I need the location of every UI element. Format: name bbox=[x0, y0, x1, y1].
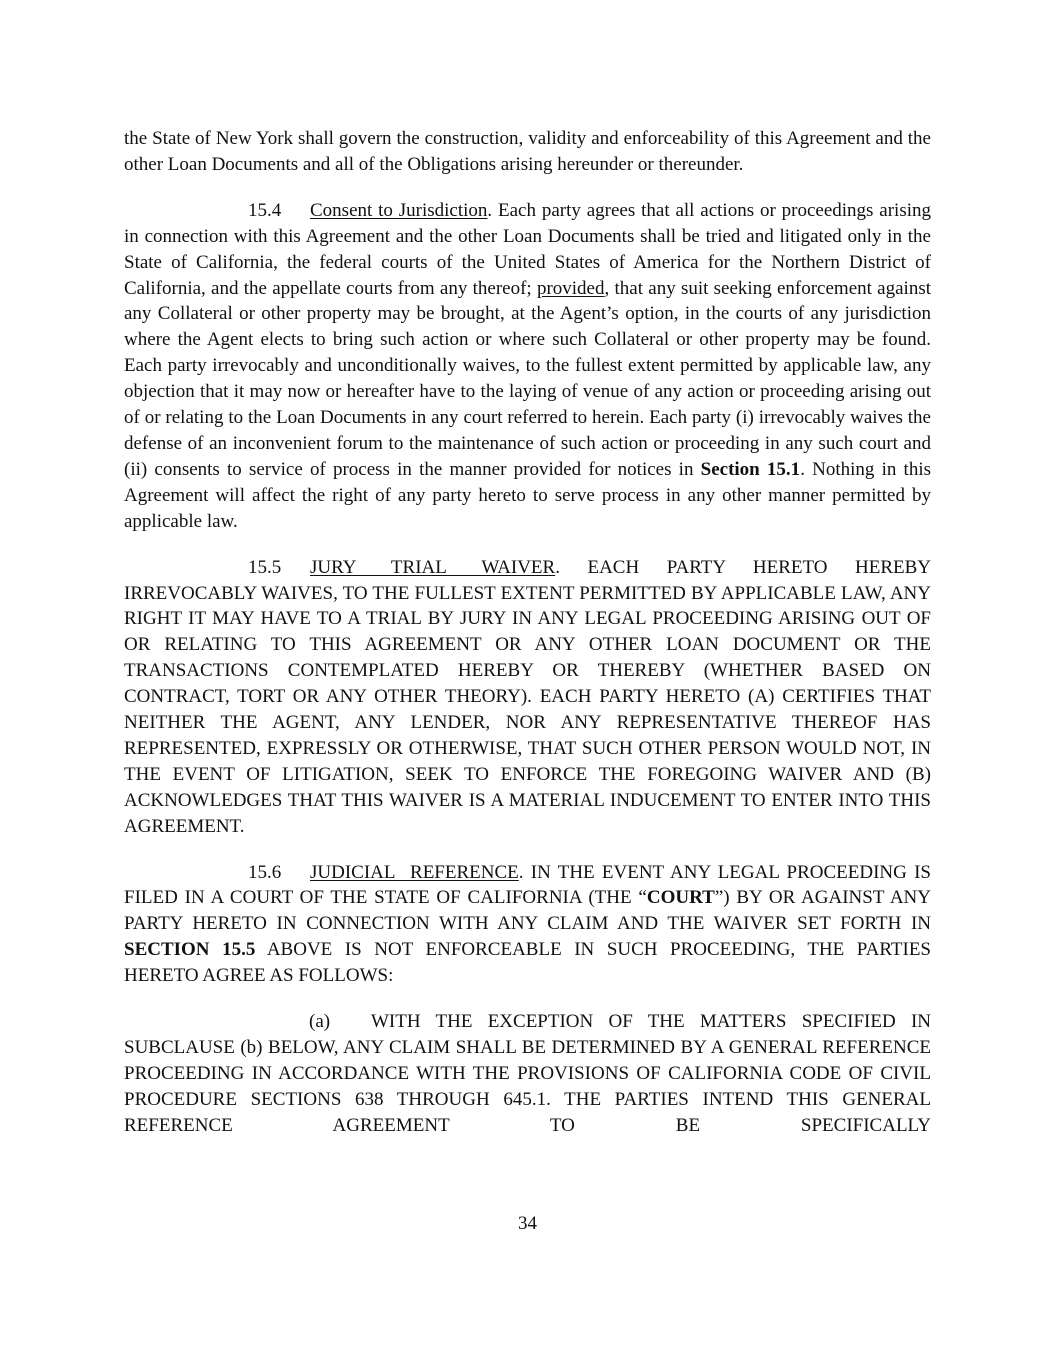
paragraph-governing-law-continued: the State of New York shall govern the construction, validity and enforceability of this Agreement and the other Loan Documents and all of the Obligations arising hereunder or thereunder. bbox=[124, 128, 931, 175]
section-text: ”) BY OR AGAINST ANY PARTY HERETO IN CONNECTION WITH ANY CLAIM AND THE WAIVER SET FORTH IN bbox=[124, 887, 932, 935]
section-heading: Consent to Jurisdiction bbox=[310, 199, 488, 221]
section-text: . Nothing in this Agreement will affect the right of any party hereto to serve process in any other manner permitted by applicable law. bbox=[124, 458, 931, 532]
defined-term-court: COURT bbox=[646, 887, 715, 909]
section-number: 15.5 bbox=[248, 556, 282, 578]
section-text: ABOVE IS NOT ENFORCEABLE IN SUCH PROCEEDING, THE PARTIES HERETO AGREE AS FOLLOWS: bbox=[124, 939, 931, 987]
section-heading: JURY TRIAL WAIVER bbox=[310, 556, 556, 578]
section-heading: JUDICIAL REFERENCE bbox=[310, 861, 519, 883]
section-cross-reference: SECTION 15.5 bbox=[124, 939, 256, 961]
section-text: Each party agrees that all actions or proceedings arising in connection with this Agreement and the other Loan Documents shall be tried and litigated only in the State of California, the federal courts of the United States of America for the Northern District of California, and the appellate courts from any thereof; bbox=[124, 199, 931, 299]
heading-punctuation: . bbox=[555, 556, 560, 578]
section-number: 15.4 bbox=[248, 199, 282, 221]
section-cross-reference: Section 15.1 bbox=[700, 458, 801, 480]
section-text: EACH PARTY HERETO HEREBY IRREVOCABLY WAIVES, TO THE FULLEST EXTENT PERMITTED BY APPLICABLE LAW, ANY RIGHT IT MAY HAVE TO A TRIAL BY JURY IN ANY LEGAL PROCEEDING ARISING OUT OF OR RELATING TO THIS AGREEMENT OR ANY OTHER LOAN DOCUMENT OR THE TRANSACTIONS CONTEMPLATED HEREBY OR THEREBY (WHETHER BASED ON CONTRACT, TORT OR ANY OTHER THEORY). EACH PARTY HERETO (A) CERTIFIES THAT NEITHER THE AGENT, ANY LENDER, NOR ANY REPRESENTATIVE THEREOF HAS REPRESENTED, EXPRESSLY OR OTHERWISE, THAT SUCH OTHER PERSON WOULD NOT, IN THE EVENT OF LITIGATION, SEEK TO ENFORCE THE FOREGOING WAIVER AND (B) ACKNOWLEDGES THAT THIS WAIVER IS A MATERIAL INDUCEMENT TO ENTER INTO THIS AGREEMENT. bbox=[124, 556, 931, 837]
page-number: 34 bbox=[518, 1213, 537, 1234]
subclause-text: WITH THE EXCEPTION OF THE MATTERS SPECIFIED IN SUBCLAUSE (b) BELOW, ANY CLAIM SHALL BE DETERMINED BY A GENERAL REFERENCE PROCEEDING IN ACCORDANCE WITH THE PROVISIONS OF CALIFORNIA CODE OF CIVIL PROCEDURE SECTIONS 638 THROUGH 645.1. THE PARTIES INTEND THIS GENERAL REFERENCE AGREEMENT TO BE SPECIFICALLY bbox=[124, 1011, 931, 1136]
section-text: IN THE EVENT ANY LEGAL PROCEEDING IS FILED IN A COURT OF THE STATE OF CALIFORNIA (THE “ bbox=[124, 861, 931, 909]
heading-punctuation: . bbox=[487, 199, 493, 221]
subclause-number: (a) bbox=[309, 1011, 331, 1033]
section-15-5 bbox=[124, 555, 931, 840]
document-page bbox=[124, 126, 931, 1159]
subclause-a bbox=[124, 1009, 931, 1139]
section-text: , that any suit seeking enforcement against any Collateral or other property may be brought, at the Agent’s option, in the courts of any jurisdiction where the Agent elects to bring such action or where such Collateral or other property may be found. Each party irrevocably and unconditionally waives, to the fullest extent permitted by applicable law, any objection that it may now or hereafter have to the laying of venue of any action or proceeding arising out of or relating to the Loan Documents in any court referred to herein. Each party (i) irrevocably waives the defense of an inconvenient forum to the maintenance of such action or proceeding in any such court and (ii) consents to service of process in the manner provided for notices in bbox=[124, 277, 931, 480]
provided-term: provided bbox=[536, 277, 605, 299]
section-15-6 bbox=[124, 860, 931, 990]
section-15-4 bbox=[124, 198, 931, 535]
heading-punctuation: . bbox=[518, 861, 524, 883]
section-number: 15.6 bbox=[248, 861, 282, 883]
